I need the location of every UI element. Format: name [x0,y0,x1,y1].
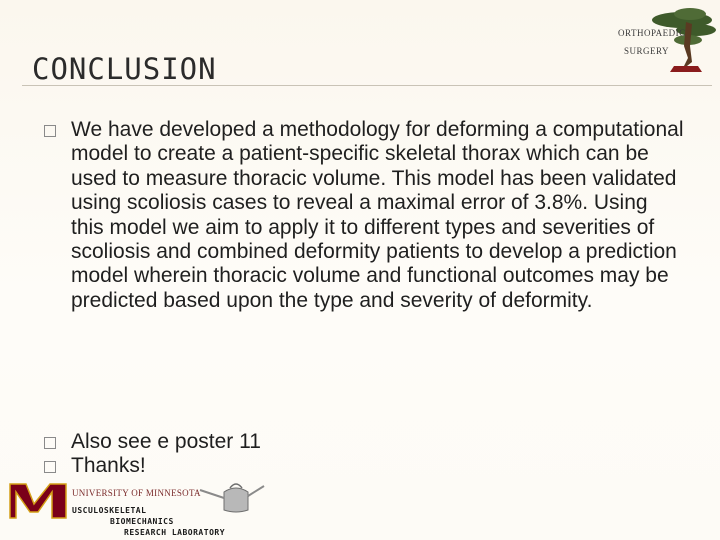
tree-icon [612,6,718,76]
bullet-text: We have developed a methodology for deforming a computational model to create a patient-specific skeletal thorax which can be used to measure thoracic volume. This model has been validated using scoliosis cases to reveal a maximal error of 3.8%. Using this model we aim to apply it to different types and severities of scoliosis and combined deformity patients to develop a prediction model wherein thoracic volume and functional outcomes may be predicted based upon the type and severity of deformity. [71,118,684,312]
watering-can-icon [194,480,266,516]
slide-title: CONCLUSION [32,52,217,86]
bullet-item [44,118,686,313]
ortho-logo-line2: SURGERY [624,46,670,56]
bullet-text: Thanks! [71,454,146,477]
title-underline [22,85,712,86]
bullet-item [44,430,686,454]
bullet-item [44,454,686,478]
university-m-icon [8,482,68,520]
orthopaedic-surgery-logo [612,6,718,76]
lab-name-line1: USCULOSKELETAL [72,506,147,515]
bullet-text: Also see e poster 11 [71,430,261,453]
ortho-logo-line1: ORTHOPAEDIC [618,28,686,38]
bullet-box-icon [44,461,56,473]
lab-name-line3: RESEARCH LABORATORY [124,528,226,537]
bullet-box-icon [44,125,56,137]
bullet-box-icon [44,437,56,449]
lab-name-line2: BIOMECHANICS [110,517,174,526]
umn-lab-logo [6,478,266,540]
university-name: UNIVERSITY OF MINNESOTA [72,488,201,498]
